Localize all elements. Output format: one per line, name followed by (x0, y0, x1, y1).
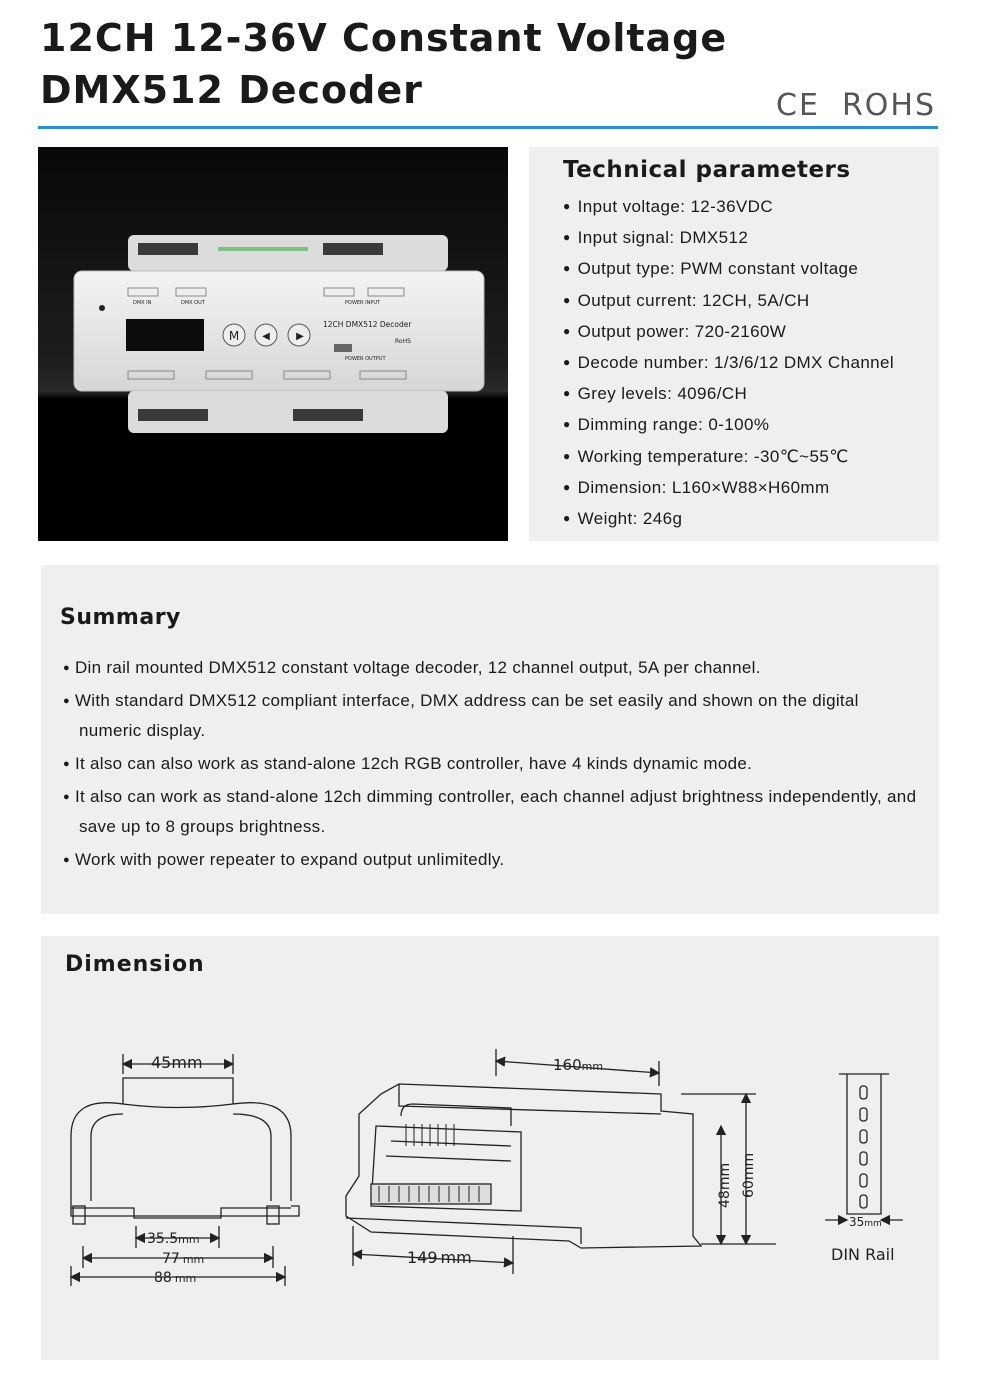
page-title (40, 12, 727, 116)
summary-panel (41, 565, 939, 914)
param-input-voltage: ● Input voltage: 12-36VDC (563, 191, 894, 222)
dmx-out-label: DMX OUT (181, 300, 205, 306)
power-input-label: POWER INPUT (345, 300, 381, 306)
title-line-2: DMX512 Decoder (40, 68, 423, 112)
model-label: 12CH DMX512 Decoder (323, 320, 412, 329)
din-rail-caption: DIN Rail (831, 1245, 895, 1264)
param-grey-levels: ● Grey levels: 4096/CH (563, 378, 894, 409)
certification-marks (754, 88, 936, 123)
decoder-illustration (38, 147, 508, 541)
technical-parameters-panel (529, 147, 939, 541)
summary-item: ● Din rail mounted DMX512 constant voltage decoder, 12 channel output, 5A per channel. (63, 653, 923, 683)
param-decode-number: ● Decode number: 1/3/6/12 DMX Channel (563, 347, 894, 378)
product-photo (38, 147, 508, 541)
label-60: 60mm (741, 1152, 757, 1198)
summary-item: ● With standard DMX512 compliant interface, DMX address can be set easily and shown on the digital numeric display. (63, 686, 923, 746)
led-display (126, 319, 204, 351)
rohs-mark: ROHS (841, 88, 936, 123)
param-working-temperature: ● Working temperature: -30℃~55℃ (563, 441, 894, 472)
left-button-label: ◀ (262, 331, 270, 342)
label-35: 35mm (849, 1215, 882, 1229)
summary-list (63, 653, 923, 878)
param-output-power: ● Output power: 720-2160W (563, 316, 894, 347)
label-48: 48mm (717, 1162, 733, 1208)
label-45: 45mm (151, 1053, 203, 1072)
din-rail-drawing (839, 1074, 889, 1214)
title-line-1: 12CH 12-36V Constant Voltage (40, 16, 728, 60)
dimension-heading: Dimension (65, 952, 205, 977)
m-button-label: M (228, 329, 240, 343)
dmx-in-label: DMX IN (133, 300, 152, 306)
dimension-panel (41, 936, 939, 1360)
summary-item: ● It also can also work as stand-alone 12ch RGB controller, have 4 kinds dynamic mode. (63, 749, 923, 779)
param-weight: ● Weight: 246g (563, 503, 894, 534)
technical-parameters-list (563, 191, 894, 534)
rohs-label: RoHS (395, 338, 411, 345)
label-160: 160mm (553, 1056, 604, 1074)
label-35-5: 35.5mm (147, 1231, 200, 1247)
label-77: 77 mm (162, 1251, 205, 1267)
param-output-current: ● Output current: 12CH, 5A/CH (563, 285, 894, 316)
param-dimension: ● Dimension: L160×W88×H60mm (563, 472, 894, 503)
label-149: 149 mm (407, 1248, 472, 1267)
power-output-label: POWER OUTPUT (345, 356, 386, 362)
side-view-drawing (71, 1078, 299, 1224)
header-divider (38, 126, 938, 129)
summary-item: ● Work with power repeater to expand output unlimitedly. (63, 845, 923, 875)
right-button-label: ▶ (296, 331, 304, 342)
ce-mark: CE (776, 88, 820, 123)
technical-parameters-heading: Technical parameters (563, 157, 851, 183)
dimension-drawings (41, 936, 939, 1360)
perspective-view-drawing (346, 1084, 701, 1248)
label-88: 88 mm (154, 1270, 197, 1286)
summary-heading: Summary (60, 605, 181, 630)
summary-item: ● It also can work as stand-alone 12ch dimming controller, each channel adjust brightness independently, and save up to 8 groups brightness. (63, 782, 923, 842)
param-output-type: ● Output type: PWM constant voltage (563, 253, 894, 284)
param-dimming-range: ● Dimming range: 0-100% (563, 409, 894, 440)
param-input-signal: ● Input signal: DMX512 (563, 222, 894, 253)
